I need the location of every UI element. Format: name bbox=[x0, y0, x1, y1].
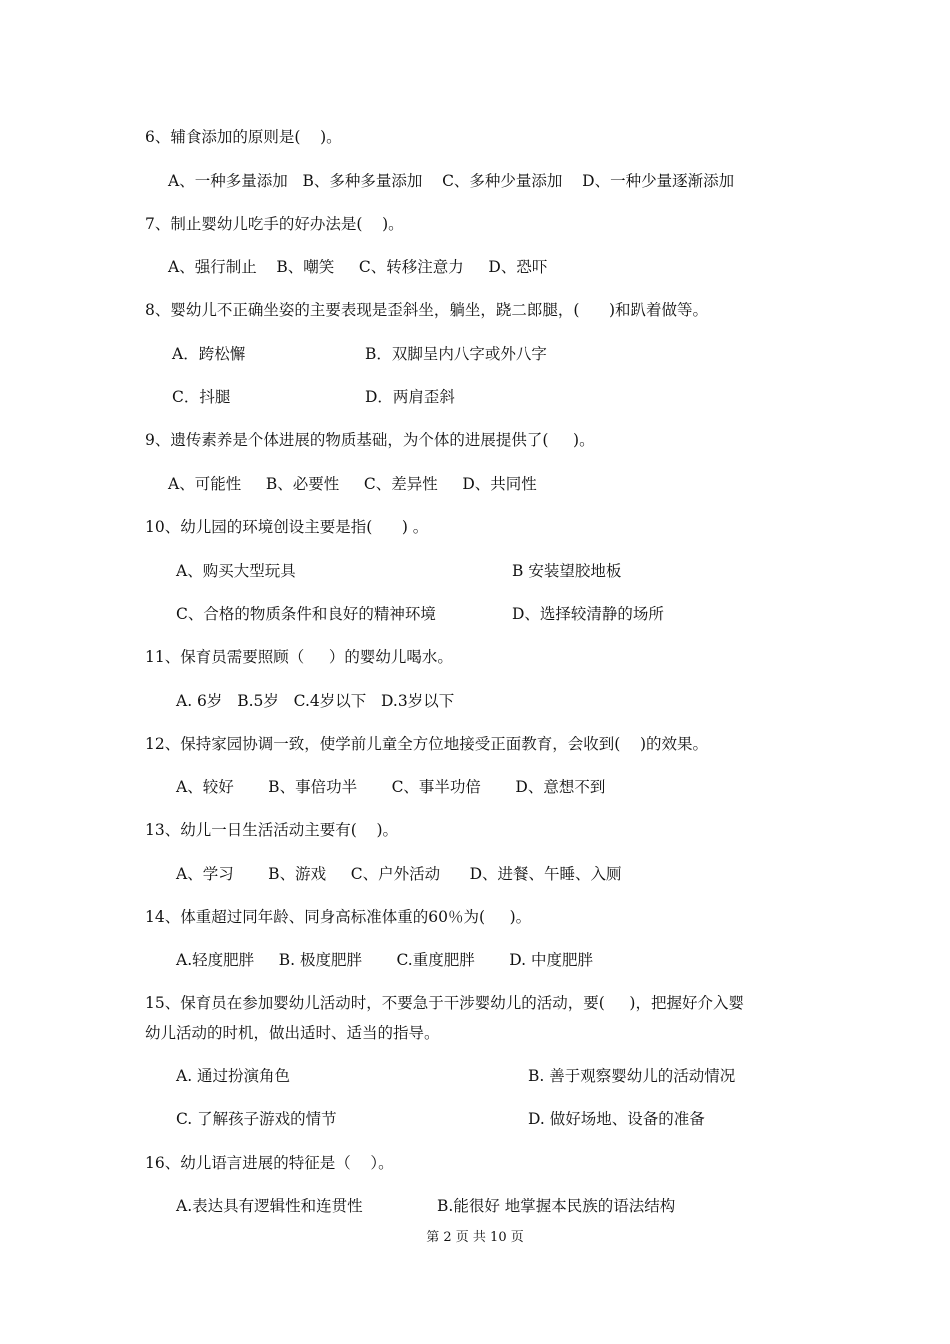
question-15-stem-line-1: 15、保育员在参加婴幼儿活动时，不要急于干涉婴幼儿的活动，要( )，把握好介入婴 bbox=[145, 994, 744, 1012]
question-7-stem: 7、制止婴幼儿吃手的好办法是( )。 bbox=[145, 215, 404, 233]
question-10-option-c: C、合格的物质条件和良好的精神环境 bbox=[176, 605, 436, 623]
question-13-options: A、学习 B、游戏 C、户外活动 D、进餐、午睡、入厕 bbox=[176, 865, 622, 883]
question-16-option-a: A.表达具有逻辑性和连贯性 bbox=[176, 1197, 363, 1215]
question-9-stem: 9、遗传素养是个体进展的物质基础，为个体的进展提供了( )。 bbox=[145, 431, 595, 449]
question-15-option-a: A. 通过扮演角色 bbox=[176, 1067, 291, 1085]
question-8-stem: 8、婴幼儿不正确坐姿的主要表现是歪斜坐，躺坐，跷二郎腿，( )和趴着做等。 bbox=[145, 301, 709, 319]
question-8-option-d: D．两肩歪斜 bbox=[365, 388, 455, 406]
question-11-options: A. 6岁 B.5岁 C.4岁以下 D.3岁以下 bbox=[176, 692, 455, 710]
question-15-option-b: B. 善于观察婴幼儿的活动情况 bbox=[528, 1067, 736, 1085]
question-16-option-b: B.能很好 地掌握本民族的语法结构 bbox=[437, 1197, 676, 1215]
question-7-options: A、强行制止 B、嘲笑 C、转移注意力 D、恐吓 bbox=[168, 258, 548, 276]
question-10-option-b: B 安装望胶地板 bbox=[512, 562, 622, 580]
question-6-options: A、一种多量添加 B、多种多量添加 C、多种少量添加 D、一种少量逐渐添加 bbox=[168, 172, 735, 190]
question-10-stem: 10、幼儿园的环境创设主要是指( ) 。 bbox=[145, 518, 429, 536]
question-11-stem: 11、保育员需要照顾（ ）的婴幼儿喝水。 bbox=[145, 648, 453, 666]
question-13-stem: 13、幼儿一日生活活动主要有( )。 bbox=[145, 821, 399, 839]
question-15-option-d: D. 做好场地、设备的准备 bbox=[528, 1110, 705, 1128]
question-8-option-c: C．抖腿 bbox=[172, 388, 231, 406]
page-number-footer: 第 2 页 共 10 页 bbox=[426, 1230, 524, 1245]
question-10-option-d: D、选择较清静的场所 bbox=[512, 605, 664, 623]
question-9-options: A、可能性 B、必要性 C、差异性 D、共同性 bbox=[168, 475, 537, 493]
question-16-stem: 16、幼儿语言进展的特征是（ ）。 bbox=[145, 1154, 394, 1172]
question-12-stem: 12、保持家园协调一致，使学前儿童全方位地接受正面教育，会收到( )的效果。 bbox=[145, 735, 709, 753]
question-6-stem: 6、辅食添加的原则是( )。 bbox=[145, 128, 342, 146]
question-14-stem: 14、体重超过同年龄、同身高标准体重的60％为( )。 bbox=[145, 908, 532, 926]
question-10-option-a: A、购买大型玩具 bbox=[176, 562, 296, 580]
question-15-stem-line-2: 幼儿活动的时机，做出适时、适当的指导。 bbox=[145, 1024, 440, 1042]
question-14-options: A.轻度肥胖 B. 极度肥胖 C.重度肥胖 D. 中度肥胖 bbox=[176, 951, 593, 969]
question-12-options: A、较好 B、事倍功半 C、事半功倍 D、意想不到 bbox=[176, 778, 606, 796]
question-8-option-b: B．双脚呈内八字或外八字 bbox=[365, 345, 547, 363]
question-8-option-a: A．跨松懈 bbox=[172, 345, 246, 363]
question-15-option-c: C. 了解孩子游戏的情节 bbox=[176, 1110, 337, 1128]
